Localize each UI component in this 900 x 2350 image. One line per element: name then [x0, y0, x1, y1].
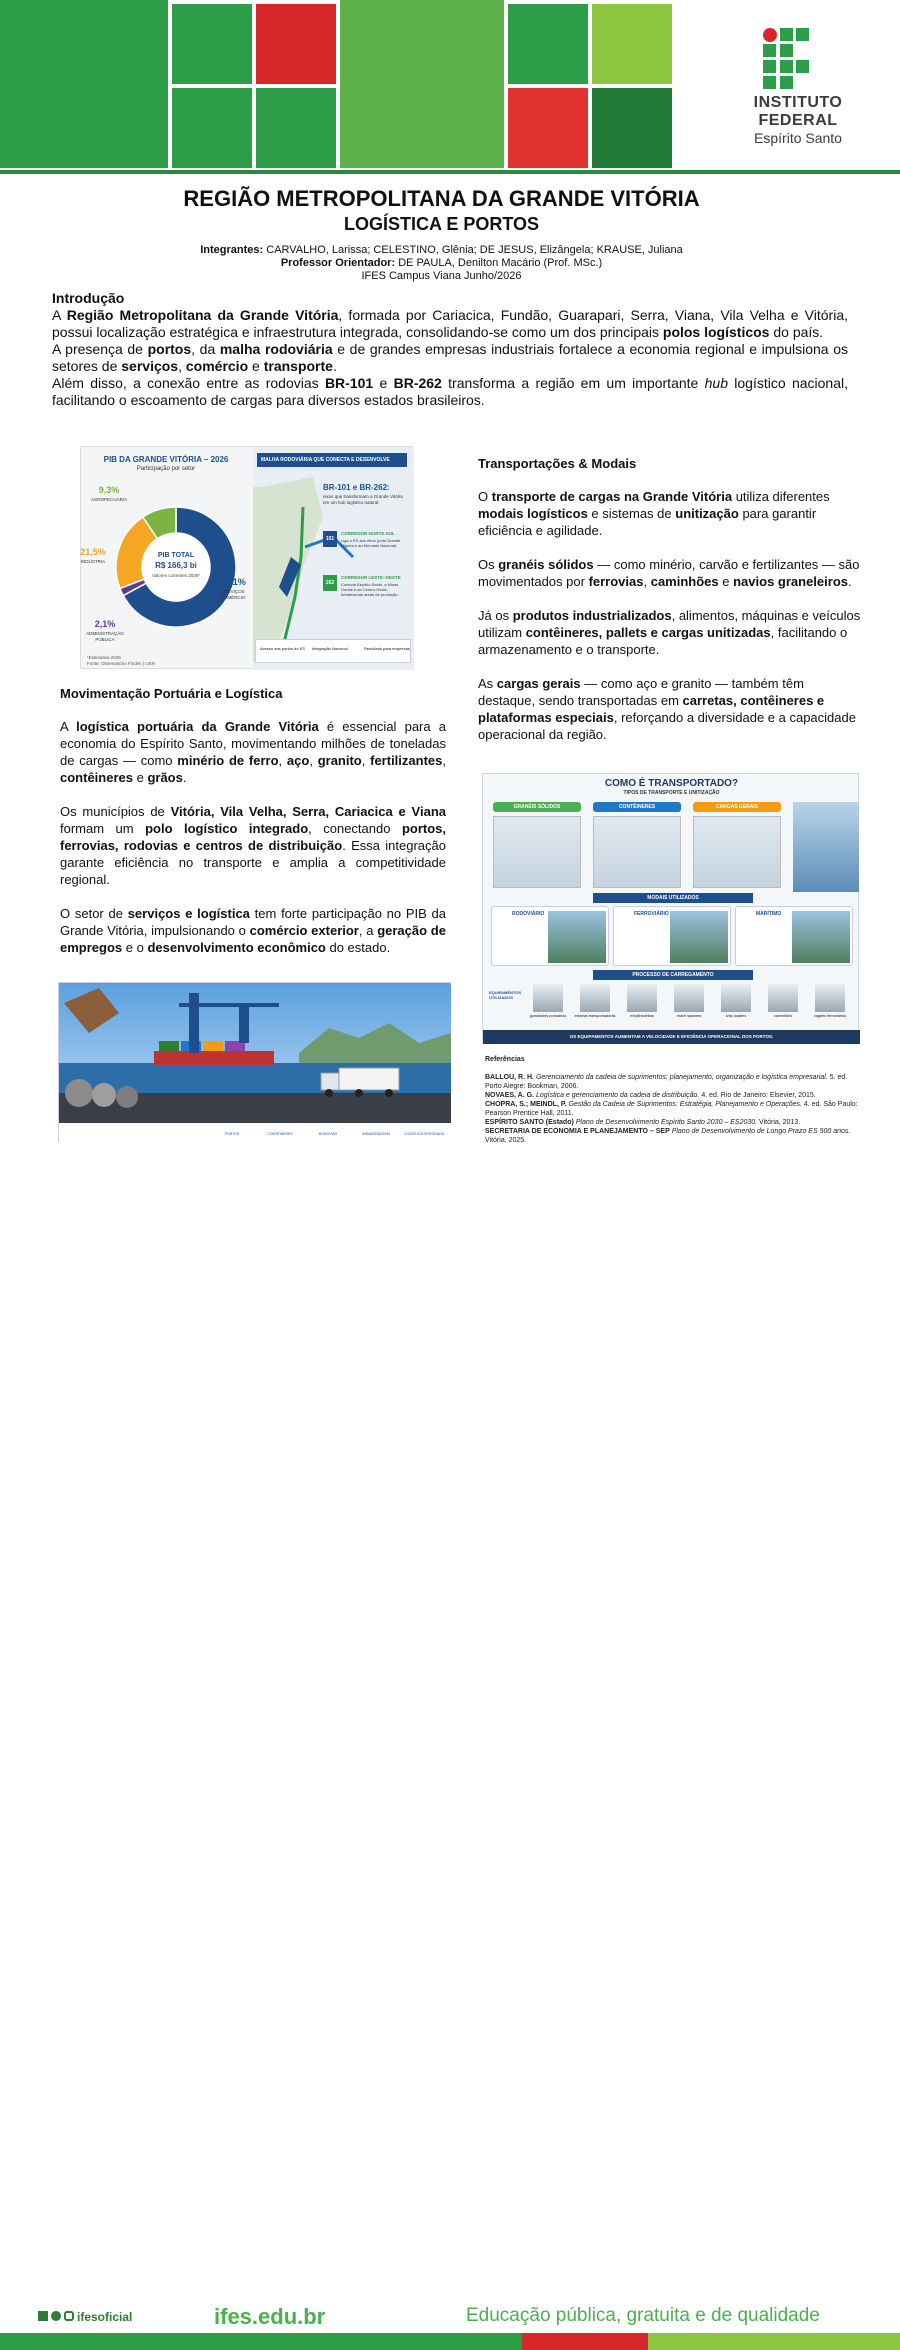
intro-section	[52, 290, 848, 409]
intro-paragraph: A Região Metropolitana da Grande Vitória, formada por Cariacica, Fundão, Guarapari, Serra, Viana, Vila Velha e Vitória, possui localização estratégica e infraestrutura integrada, consolidando-se como um dos principais polos logísticos do país.	[52, 307, 848, 340]
category-image	[693, 816, 781, 888]
modal-card	[491, 906, 609, 966]
reference-item: NOVAES, A. G. Logística e gerenciamento da cadeia de distribuição. 4. ed. Rio de Janeiro: Elsevier, 2015.	[485, 1092, 816, 1099]
body-paragraph: O setor de serviços e logística tem forte participação no PIB da Grande Vitória, impulsionando o comércio exterior, a geração de empregos e o desenvolvimento econômico do estado.	[60, 906, 447, 955]
caption-item: ARMAZENAGEM	[362, 1132, 390, 1136]
pib-title: PIB DA GRANDE VITÓRIA – 2026	[103, 455, 229, 464]
intro-paragraph: Além disso, a conexão entre as rodovias BR-101 e BR-262 transforma a região em um importante hub logístico nacional, facilitando o escoamento de cargas para diversos estados brasileiros.	[52, 375, 848, 408]
website-link[interactable]: ifes.edu.br	[214, 2304, 326, 2329]
poster-subtitle: LOGÍSTICA E PORTOS	[343, 214, 540, 234]
body-paragraph: Os granéis sólidos — como minério, carvão e fertilizantes — são movimentados por ferrovias, caminhões e navios graneleiros.	[478, 557, 860, 589]
category-image	[593, 816, 681, 888]
modal-card	[735, 906, 853, 966]
equipment-image	[815, 984, 845, 1012]
corridor-title: CORREDOR LESTE–OESTE	[341, 575, 401, 580]
social-handle[interactable]: ifesoficial	[38, 2310, 132, 2324]
pib-slice-label: AGROPECUÁRIA	[90, 497, 128, 502]
pib-source: Fonte: Observatório Findes | IJSN	[87, 661, 155, 666]
modal-image	[792, 911, 850, 963]
header-divider	[0, 170, 900, 174]
header-square	[508, 88, 588, 168]
map-header: MALHA RODOVIÁRIA QUE CONECTA E DESENVOLVE	[257, 453, 407, 467]
br262-badge: 262	[323, 575, 337, 591]
pib-subtitle: Participação por setor	[136, 466, 196, 472]
header-square	[0, 0, 168, 168]
equipment-label: ship loaders	[725, 1014, 747, 1018]
equipment-item	[574, 984, 616, 1026]
transport-infographic	[482, 773, 859, 1043]
logo-text: FEDERAL	[758, 112, 838, 129]
slogan: Educação pública, gratuita e de qualidade	[466, 2305, 820, 2326]
poster-title: REGIÃO METROPOLITANA DA GRANDE VITÓRIA	[183, 186, 700, 211]
crane-image	[793, 802, 859, 892]
process-title: PROCESSO DE CARREGAMENTO	[593, 970, 753, 980]
footer-item: Acesso aos portos do ES	[260, 646, 305, 651]
body-paragraph: O transporte de cargas na Grande Vitória utiliza diferentes modais logísticos e sistemas de unitização para garantir eficiência e agilidade.	[478, 489, 830, 538]
references-heading: Referências	[485, 1056, 525, 1063]
pib-slice-label: ADMINISTRAÇÃO	[86, 631, 124, 636]
corridor-text: Conecta Espírito Santo, a Minas Gerais e ao Centro-Oeste, fortalecendo áreas de produção.	[341, 582, 399, 597]
pib-slice-pct: 67,1%	[220, 577, 246, 587]
equipment-label: esteiras transportadoras	[574, 1014, 616, 1018]
facebook-icon[interactable]	[38, 2311, 48, 2321]
footer-item: Integração Nacional	[312, 646, 348, 651]
body-paragraph: As cargas gerais — como aço e granito — também têm destaque, sendo transportadas em carretas, contêineres e plataformas especiais, reforçando a diversidade e a capacidade operacional da região.	[478, 676, 856, 742]
pib-slice-pct: 21,5%	[80, 547, 106, 557]
equipment-label: empilhadeiras	[630, 1014, 654, 1018]
body-paragraph: A logística portuária da Grande Vitória é essencial para a economia do Espírito Santo, movimentando milhões de toneladas de cargas — como minério de ferro, aço, granito, fertilizantes, contêineres e grãos.	[60, 719, 446, 785]
body-paragraph: Já os produtos industrializados, alimentos, máquinas e veículos utilizam contêineres, pallets e cargas unitizadas, facilitando o armazenamento e o transporte.	[478, 608, 861, 657]
equipment-label: guindastes portuários	[529, 1014, 567, 1018]
footer	[0, 1150, 900, 2329]
equipment-image	[533, 984, 563, 1012]
caption-item: PORTOS	[224, 1132, 240, 1136]
modal-image	[670, 911, 728, 963]
map-footer-strip	[255, 639, 411, 663]
modal-label: RODOVIÁRIO	[512, 911, 545, 917]
pib-slice-label: PÚBLICA	[95, 637, 115, 642]
pib-slice-label: INDÚSTRIA	[80, 559, 106, 564]
map-graphic	[253, 447, 414, 670]
equipment-label: caminhões	[773, 1014, 793, 1018]
header-square	[508, 4, 588, 84]
category-header: CARGAS GERAIS	[693, 802, 781, 812]
twitter-icon[interactable]	[51, 2311, 61, 2321]
br101-badge: 101	[323, 531, 337, 547]
map-description: eixos que transformam a Grande Vitória em um hub logístico natural.	[323, 494, 403, 505]
header-square	[172, 4, 252, 84]
header-square	[592, 4, 672, 84]
header-square	[256, 88, 336, 168]
equipment-image	[627, 984, 657, 1012]
modais-title: MODAIS UTILIZADOS	[593, 893, 753, 903]
infographic-subtitle: TIPOS DE TRANSPORTE E UNITIZAÇÃO	[623, 790, 720, 796]
category-header: CONTÊINERES	[593, 802, 681, 812]
photo-caption-strip	[209, 1126, 449, 1142]
pib-donut-chart	[81, 475, 251, 645]
transport-section-body	[478, 488, 862, 760]
map-title: BR-101 e BR-262:	[323, 483, 390, 492]
intro-heading: Introdução	[52, 290, 125, 306]
references	[485, 1056, 860, 1145]
pib-slice-label: SERVIÇOS	[221, 589, 245, 594]
port-section-body	[60, 718, 446, 973]
pib-total-label: PIB TOTAL	[157, 552, 195, 559]
infographic-title: COMO É TRANSPORTADO?	[604, 778, 739, 789]
equipment-item	[621, 984, 663, 1026]
equipment-image	[768, 984, 798, 1012]
pib-slice-label: COMÉRCIO	[220, 595, 246, 600]
advisor-line: Professor Orientador: DE PAULA, Denilton Macário (Prof. MSc.)	[280, 257, 603, 269]
footer-item: Resultado para empresas	[364, 646, 410, 651]
caption-item: RODOVIAS	[318, 1132, 338, 1136]
body-paragraph: Os municípios de Vitória, Vila Velha, Serra, Cariacica e Viana formam um polo logístico integrado, conectando portos, ferrovias, rodovias e centros de distribuição. Essa integração garante eficiência no transporte e amplia a competitividade regional.	[60, 804, 447, 887]
port-section-heading: Movimentação Portuária e Logística	[60, 686, 283, 701]
equipment-item	[668, 984, 710, 1026]
equipment-label: EQUIPAMENTOS UTILIZADOS	[489, 990, 522, 1000]
caption-item: CONTÊINERES	[267, 1132, 293, 1136]
port-photo	[58, 982, 450, 1142]
equipment-item	[809, 984, 851, 1026]
road-map-panel	[253, 447, 414, 670]
pib-total-value: R$ 166,3 bi	[155, 561, 197, 570]
logo-subtext: Espírito Santo	[754, 130, 842, 146]
footer-color-bar	[0, 2333, 900, 2350]
corridor-text: Liga o ES aos ritmo ports Grande Nigeria e ao Mercado Nacional.	[341, 538, 401, 548]
port-illustration	[59, 983, 451, 1143]
modal-image	[548, 911, 606, 963]
infographic-footer: OS EQUIPAMENTOS AUMENTAM A VELOCIDADE E EFICIÊNCIA OPERACIONAL DOS PORTOS.	[483, 1030, 860, 1044]
intro-paragraph: A presença de portos, da malha rodoviária e de grandes empresas industriais fortalece a economia regional e impulsiona os setores de serviços, comércio e transporte.	[52, 341, 848, 374]
modal-label: MARÍTIMO	[756, 911, 782, 917]
pib-infographic	[80, 446, 413, 669]
pib-slice-pct: 9,3%	[98, 485, 120, 495]
pib-panel	[81, 447, 251, 670]
pib-slice-pct: 2,1%	[94, 619, 116, 629]
modal-card	[613, 906, 731, 966]
modal-label: FERROVIÁRIO	[634, 911, 669, 917]
equipment-label: reach stackers	[676, 1014, 702, 1018]
pib-note: *Estimativa 2026	[87, 655, 121, 660]
equipment-label: vagões ferroviários	[813, 1014, 847, 1018]
instagram-icon[interactable]	[64, 2311, 74, 2321]
category-image	[493, 816, 581, 888]
campus-line: IFES Campus Viana Junho/2026	[361, 270, 522, 282]
pib-total-note: Valores correntes 2026*	[152, 573, 200, 578]
category-header: GRANÉIS SÓLIDOS	[493, 802, 581, 812]
members-line: Integrantes: CARVALHO, Larissa; CELESTINO, Glênia; DE JESUS, Elizângela; KRAUSE, Juliana	[200, 244, 683, 256]
equipment-image	[674, 984, 704, 1012]
header-square	[172, 88, 252, 168]
equipment-item	[527, 984, 569, 1026]
logo-text: INSTITUTO	[753, 94, 843, 111]
corridor-title: CORREDOR NORTE-SUL	[341, 531, 395, 536]
reference-item: BALLOU, R. H. Gerenciamento da cadeia de suprimentos: planejamento, organização e logística empresarial. 5. ed. Porto Alegre: Bookman, 2006.	[485, 1074, 848, 1090]
reference-item: ESPÍRITO SANTO (Estado) Plano de Desenvolvimento Espírito Santo 2030 – ES2030. Vitória, 2013.	[485, 1119, 801, 1126]
equipment-image	[580, 984, 610, 1012]
header-square	[592, 88, 672, 168]
equipment-image	[721, 984, 751, 1012]
header-square	[340, 0, 504, 168]
caption-item: LOGÍSTICA INTEGRADA	[404, 1132, 444, 1136]
transport-section-heading: Transportações & Modais	[478, 456, 637, 471]
reference-item: SECRETARIA DE ECONOMIA E PLANEJAMENTO – SEP Plano de Desenvolvimento de Longo Prazo ES 500 anos. Vitória, 2025.	[485, 1128, 851, 1144]
equipment-item	[762, 984, 804, 1026]
reference-item: CHOPRA, S.; MEINDL, P. Gestão da Cadeia de Suprimentos: Estratégia, Planejamento e Operações. 4. ed. São Paulo: Pearson Prentice Hall, 2011.	[485, 1101, 858, 1117]
equipment-item	[715, 984, 757, 1026]
header-square	[256, 4, 336, 84]
